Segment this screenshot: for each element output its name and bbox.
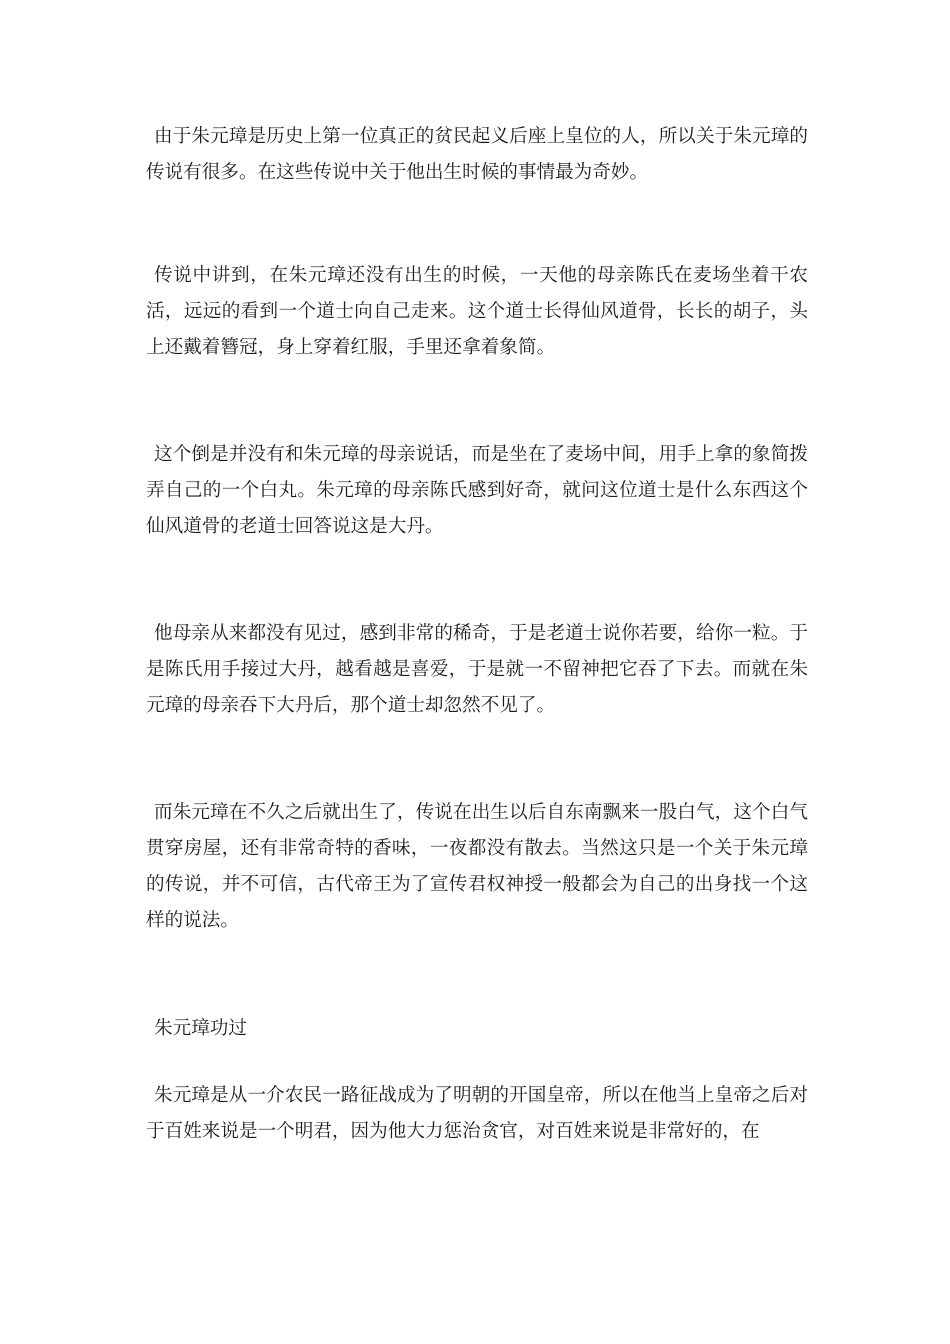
paragraph-birth-legend-intro: 由于朱元璋是历史上第一位真正的贫民起义后座上皇位的人，所以关于朱元璋的传说有很多。在这些传说中关于他出生时候的事情最为奇妙。: [146, 126, 808, 183]
paragraph-merits: 朱元璋是从一介农民一路征战成为了明朝的开国皇帝，所以在他当上皇帝之后对于百姓来说是一个明君，因为他大力惩治贪官，对百姓来说是非常好的，在: [146, 1085, 808, 1142]
section-heading-merits-faults: 朱元璋功过: [154, 1018, 247, 1039]
paragraph-white-pill: 这个倒是并没有和朱元璋的母亲说话，而是坐在了麦场中间，用手上拿的象简拨弄自己的一个白丸。朱元璋的母亲陈氏感到好奇，就问这位道士是什么东西这个仙风道骨的老道士回答说这是大丹。: [146, 444, 808, 537]
paragraph-white-vapor: 而朱元璋在不久之后就出生了，传说在出生以后自东南飘来一股白气，这个白气贯穿房屋，还有非常奇特的香味，一夜都没有散去。当然这只是一个关于朱元璋的传说，并不可信，古代帝王为了宣传君权神授一般都会为自己的出身找一个这样的说法。: [146, 802, 808, 931]
paragraph-taoist-approach: 传说中讲到，在朱元璋还没有出生的时候，一天他的母亲陈氏在麦场坐着干农活，远远的看到一个道士向自己走来。这个道士长得仙风道骨，长长的胡子，头上还戴着簪冠，身上穿着红服，手里还拿着象简。: [146, 265, 808, 358]
paragraph-swallowed-elixir: 他母亲从来都没有见过，感到非常的稀奇，于是老道士说你若要，给你一粒。于是陈氏用手接过大丹，越看越是喜爱，于是就一不留神把它吞了下去。而就在朱元璋的母亲吞下大丹后，那个道士却忽然不见了。: [146, 623, 808, 716]
